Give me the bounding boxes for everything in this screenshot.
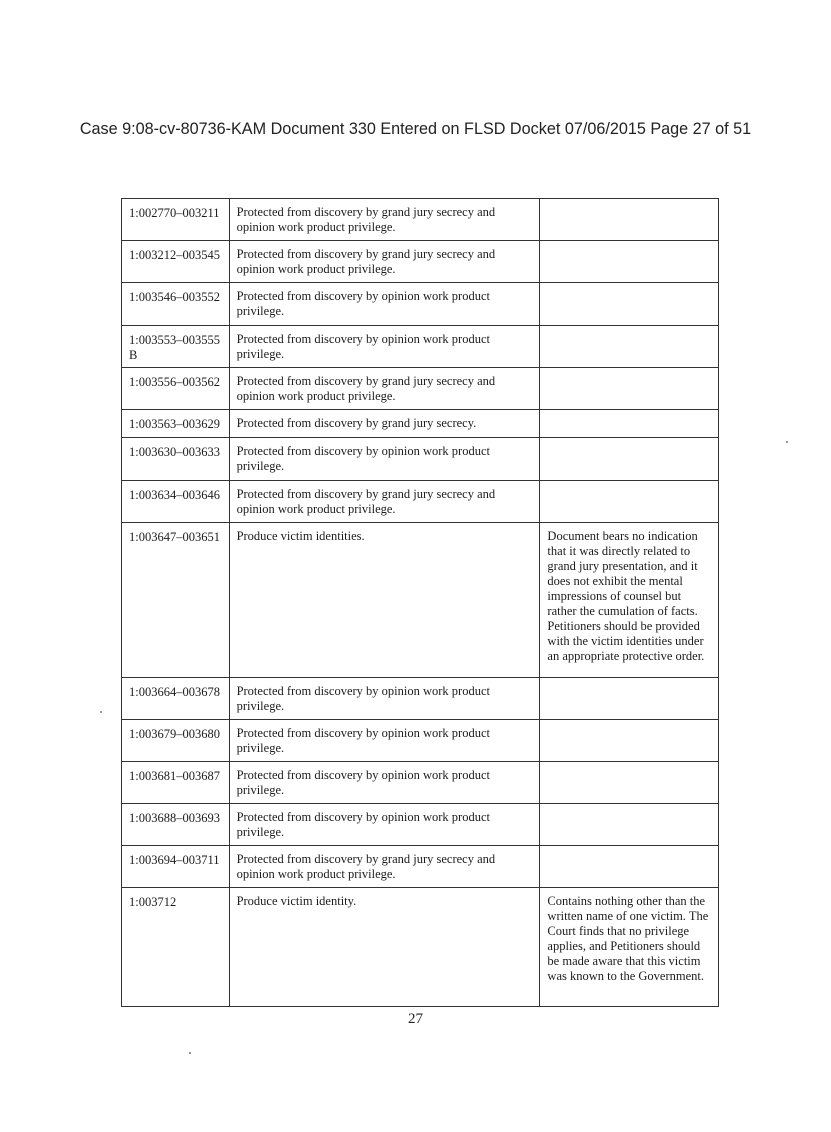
table-row — [122, 481, 719, 523]
ruling-cell: Protected from discovery by opinion work product privilege. — [229, 762, 540, 804]
case-header: Case 9:08-cv-80736-KAM Document 330 Entered on FLSD Docket 07/06/2015 Page 27 of 51 — [79, 120, 752, 138]
notes-cell — [540, 720, 719, 762]
table-row — [122, 720, 719, 762]
table-row — [122, 199, 719, 241]
bates-range-cell: 1:003688–003693 — [122, 804, 230, 846]
bates-range-cell: 1:003630–003633 — [122, 438, 230, 481]
ruling-cell: Protected from discovery by opinion work product privilege. — [229, 678, 540, 720]
ruling-cell: Produce victim identities. — [229, 523, 540, 678]
scan-speck — [189, 1052, 191, 1054]
ruling-cell: Protected from discovery by grand jury secrecy and opinion work product privilege. — [229, 481, 540, 523]
ruling-cell: Protected from discovery by grand jury secrecy and opinion work product privilege. — [229, 199, 540, 241]
table-row — [122, 283, 719, 326]
notes-cell: Contains nothing other than the written name of one victim. The Court finds that no privilege applies, and Petitioners should be made aware that this victim was known to the Government. — [540, 888, 719, 1007]
notes-cell — [540, 368, 719, 410]
notes-cell: Document bears no indication that it was directly related to grand jury presentation, and it does not exhibit the mental impressions of counsel but rather the cumulation of facts. Petitioners should be provided with the victim identities under an appropriate protective order. — [540, 523, 719, 678]
ruling-cell: Protected from discovery by opinion work product privilege. — [229, 720, 540, 762]
scan-speck — [786, 441, 788, 443]
bates-range-cell: 1:003546–003552 — [122, 283, 230, 326]
bates-range-cell: 1:003563–003629 — [122, 410, 230, 438]
ruling-cell: Protected from discovery by grand jury secrecy and opinion work product privilege. — [229, 368, 540, 410]
bates-range-cell: 1:003553–003555 B — [122, 326, 230, 368]
bates-range-cell: 1:003694–003711 — [122, 846, 230, 888]
notes-cell — [540, 762, 719, 804]
table-row — [122, 241, 719, 283]
ruling-cell: Protected from discovery by opinion work product privilege. — [229, 804, 540, 846]
table-row — [122, 368, 719, 410]
page-number: 27 — [408, 1011, 423, 1027]
bates-range-cell: 1:003712 — [122, 888, 230, 1007]
notes-cell — [540, 283, 719, 326]
table-row — [122, 523, 719, 678]
ruling-cell: Protected from discovery by opinion work product privilege. — [229, 283, 540, 326]
table-row — [122, 326, 719, 368]
notes-cell — [540, 438, 719, 481]
notes-cell — [540, 481, 719, 523]
privilege-log-table — [121, 198, 719, 1007]
bates-range-cell: 1:003664–003678 — [122, 678, 230, 720]
bates-range-cell: 1:003679–003680 — [122, 720, 230, 762]
bates-range-cell: 1:003556–003562 — [122, 368, 230, 410]
notes-cell — [540, 410, 719, 438]
ruling-cell: Protected from discovery by grand jury secrecy and opinion work product privilege. — [229, 846, 540, 888]
bates-range-cell: 1:003212–003545 — [122, 241, 230, 283]
notes-cell — [540, 326, 719, 368]
table-row — [122, 762, 719, 804]
table-row — [122, 804, 719, 846]
table-row — [122, 678, 719, 720]
scan-speck — [100, 711, 102, 713]
ruling-cell: Protected from discovery by grand jury secrecy. — [229, 410, 540, 438]
notes-cell — [540, 678, 719, 720]
ruling-cell: Produce victim identity. — [229, 888, 540, 1007]
notes-cell — [540, 804, 719, 846]
table-row — [122, 438, 719, 481]
bates-range-cell: 1:003681–003687 — [122, 762, 230, 804]
table-row — [122, 410, 719, 438]
ruling-cell: Protected from discovery by opinion work product privilege. — [229, 438, 540, 481]
bates-range-cell: 1:003634–003646 — [122, 481, 230, 523]
table-row — [122, 846, 719, 888]
bates-range-cell: 1:002770–003211 — [122, 199, 230, 241]
ruling-cell: Protected from discovery by grand jury secrecy and opinion work product privilege. — [229, 241, 540, 283]
notes-cell — [540, 199, 719, 241]
bates-range-cell: 1:003647–003651 — [122, 523, 230, 678]
notes-cell — [540, 241, 719, 283]
notes-cell — [540, 846, 719, 888]
ruling-cell: Protected from discovery by opinion work product privilege. — [229, 326, 540, 368]
table-row — [122, 888, 719, 1007]
